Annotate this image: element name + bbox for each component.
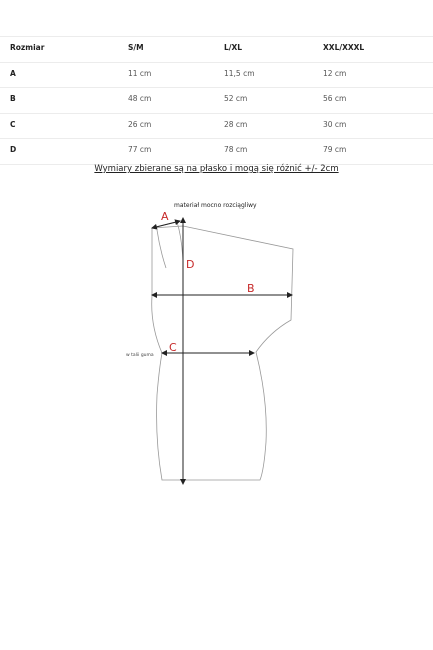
table-row [0, 138, 433, 165]
table-cell: 56 cm [323, 94, 347, 103]
table-cell: 11 cm [128, 68, 152, 78]
waist-label: w talii guma [126, 353, 154, 358]
row-label: B [10, 94, 16, 103]
table-cell: 11,5 cm [224, 68, 255, 78]
table-row [0, 87, 433, 113]
marker-d: D [186, 258, 195, 271]
material-label: materiał mocno rozciągliwy [174, 202, 257, 209]
table-cell: 48 cm [128, 94, 152, 103]
armhole-line [157, 230, 166, 268]
row-label: D [10, 145, 17, 154]
table-cell: 77 cm [128, 145, 152, 154]
table-cell: 78 cm [224, 145, 248, 154]
header-xxl: XXL/XXXL [323, 43, 365, 52]
measurement-note: Wymiary zbierane są na płasko i mogą się różnić +/- 2cm [94, 164, 339, 174]
table-cell: 52 cm [224, 94, 248, 103]
table-header-row [0, 36, 433, 62]
header-sm: S/M [128, 43, 144, 52]
row-label: C [10, 119, 16, 129]
size-table [0, 36, 433, 165]
table-row [0, 113, 433, 139]
table-row [0, 62, 433, 88]
marker-b: B [247, 282, 255, 295]
marker-a: A [161, 210, 169, 223]
garment-diagram [110, 192, 310, 492]
row-label: A [10, 68, 16, 78]
header-size: Rozmiar [10, 43, 45, 52]
table-cell: 26 cm [128, 119, 152, 129]
table-cell: 28 cm [224, 119, 248, 129]
table-cell: 30 cm [323, 119, 347, 129]
header-lxl: L/XL [224, 43, 243, 52]
table-cell: 79 cm [323, 145, 347, 154]
table-cell: 12 cm [323, 68, 347, 78]
marker-c: C [169, 341, 177, 354]
